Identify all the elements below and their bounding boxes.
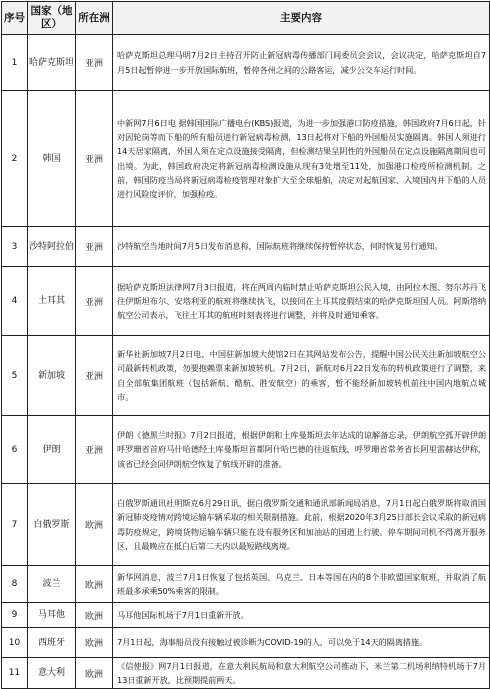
row-country: 沙特阿拉伯	[28, 227, 76, 267]
row-country: 土耳其	[28, 267, 76, 336]
table-row	[2, 566, 490, 603]
row-country: 新加坡	[28, 336, 76, 416]
table-row	[2, 603, 490, 628]
row-country: 白俄罗斯	[28, 484, 76, 566]
row-number: 10	[2, 628, 28, 658]
row-content: 沙特航空当地时间7月5日发布消息称，国际航班将继续保持暂停状态，何时恢复另行通知。	[113, 227, 490, 267]
row-country: 马耳他	[28, 603, 76, 628]
row-content: 据哈萨克斯坦法律网7月3日报道，将在两周内临时禁止哈萨克斯坦公民入境，由阿拉木图、努尔苏丹飞往伊斯坦布尔、安塔利亚的航班将继续执飞，以接回在土耳其度假结束的哈萨克斯坦国人员。阿斯塔纳航空公司表示，飞往土耳其的航班时刻表将进行调整，并将及时通知乘客。	[113, 267, 490, 336]
row-content: 新华网消息，波兰7月1日恢复了包括英国、乌克兰、日本等国在内的8个非欧盟国家航班，并取消了航班最多承乘50%乘客的限制。	[113, 566, 490, 603]
row-region: 亚洲	[76, 416, 113, 484]
row-number: 4	[2, 267, 28, 336]
row-country: 伊朗	[28, 416, 76, 484]
row-number: 2	[2, 91, 28, 227]
header-content: 主要内容	[113, 2, 490, 35]
table-row	[2, 628, 490, 658]
row-content: 伊朗《德黑兰时报》7月2日报道，根据伊朗和土库曼斯坦去年达成的谅解备忘录，伊朗航空孤开辟伊朗呼罗珊省首府马什哈德经土库曼斯坦首都阿什哈巴德的往返航线，呼罗珊省常务省长阿里雷赫达伊称，该省已经会同伊朗航空恢复了航线开辟的准备。	[113, 416, 490, 484]
row-country: 波兰	[28, 566, 76, 603]
row-country: 韩国	[28, 91, 76, 227]
row-content: 《信使报》网7月1日报道，在意大利民航局和意大利航空公司推动下，米兰第二机场利纳特机场于7月13日重新开放，比预期提前两天。	[113, 658, 490, 689]
row-content: 哈萨克斯坦总理马明7月2日主持召开防止新冠病毒传播部门间委员会会议，会议决定，哈萨克斯坦自7月5日起暂停进一步开放国际航班，暂停各州之间的公路客运，减少公交车运行时间。	[113, 35, 490, 91]
table-row	[2, 267, 490, 336]
table-row	[2, 416, 490, 484]
row-region: 亚洲	[76, 91, 113, 227]
table-row	[2, 484, 490, 566]
header-region: 所在洲	[76, 2, 113, 35]
row-number: 9	[2, 603, 28, 628]
table-row	[2, 91, 490, 227]
row-number: 6	[2, 416, 28, 484]
row-content: 白俄罗斯通讯社明斯克6月29日讯，据白俄罗斯交通和通讯部新闻局消息，7月1日起白俄罗斯将取消国新冠肺炎疫情对跨境运输车辆采取的相关限制措施。此前，根据2020年3月25日部长会议采取的新冠病毒防疫规定，跨境货物运输车辆只能在设有服务区和加油站的国道上行驶。停车期间司机不得离开服务区，且最晚应在抵白后第二天内以最短路线离境。	[113, 484, 490, 566]
header-row	[2, 2, 490, 35]
table-row	[2, 227, 490, 267]
row-content: 马耳他国际机场于7月1日重新开放。	[113, 603, 490, 628]
row-country: 意大利	[28, 658, 76, 689]
row-content: 7月1日起，海事船员没有接触过被诊断为COVID-19的人，可以免于14天的隔离措施。	[113, 628, 490, 658]
table-row	[2, 658, 490, 689]
row-region: 亚洲	[76, 35, 113, 91]
row-region: 欧洲	[76, 658, 113, 689]
table-row	[2, 35, 490, 91]
row-region: 欧洲	[76, 603, 113, 628]
row-region: 欧洲	[76, 484, 113, 566]
row-content: 新华社新加坡7月2日电，中国驻新加坡大使馆2日在其网站发布公告，提醒中国公民关注新加坡航空公司最新转机政策，勿要抱赖票来新加坡转机。7月2日，新航对6月22日发布的转机政策进行了调整，来自全部航集团航班（包括新航、酷航、胜安航空）的乘客，暂不能经新加坡转机前往中国内地航点城市。	[113, 336, 490, 416]
row-number: 8	[2, 566, 28, 603]
policy-table	[1, 1, 490, 689]
row-region: 亚洲	[76, 267, 113, 336]
row-region: 欧洲	[76, 566, 113, 603]
row-region: 亚洲	[76, 227, 113, 267]
row-number: 11	[2, 658, 28, 689]
header-seq: 序号	[2, 2, 28, 35]
row-country: 哈萨克斯坦	[28, 35, 76, 91]
row-number: 1	[2, 35, 28, 91]
row-number: 7	[2, 484, 28, 566]
row-country: 西班牙	[28, 628, 76, 658]
row-number: 5	[2, 336, 28, 416]
row-content: 中新网7月6日电 据韩国国际广播电台(KBS)报道，为进一步加强港口防疫措施，韩国政府7月6日起，针对因轮岗等而下船的所有船员进行新冠病毒检测，13日起将对下船的外国船员实施隔离。韩国人须进行14天居家隔离，外国人须在定点设施接受隔离，但检测结果呈阴性的外国船员在定点设施隔离期间也可出境。为此，韩国政府决定将新冠病毒检测设施从现有3处增至11处，加强港口检疫所检测机制。之前，韩国防疫当局将新冠病毒检疫管理对象扩大至全球船舶，决定对起航国家、入境国内并下船的人员进行风险度评价，加强检疫。	[113, 91, 490, 227]
table-row	[2, 336, 490, 416]
row-region: 亚洲	[76, 336, 113, 416]
header-country: 国家（地区）	[28, 2, 76, 35]
row-region: 欧洲	[76, 628, 113, 658]
row-number: 3	[2, 227, 28, 267]
